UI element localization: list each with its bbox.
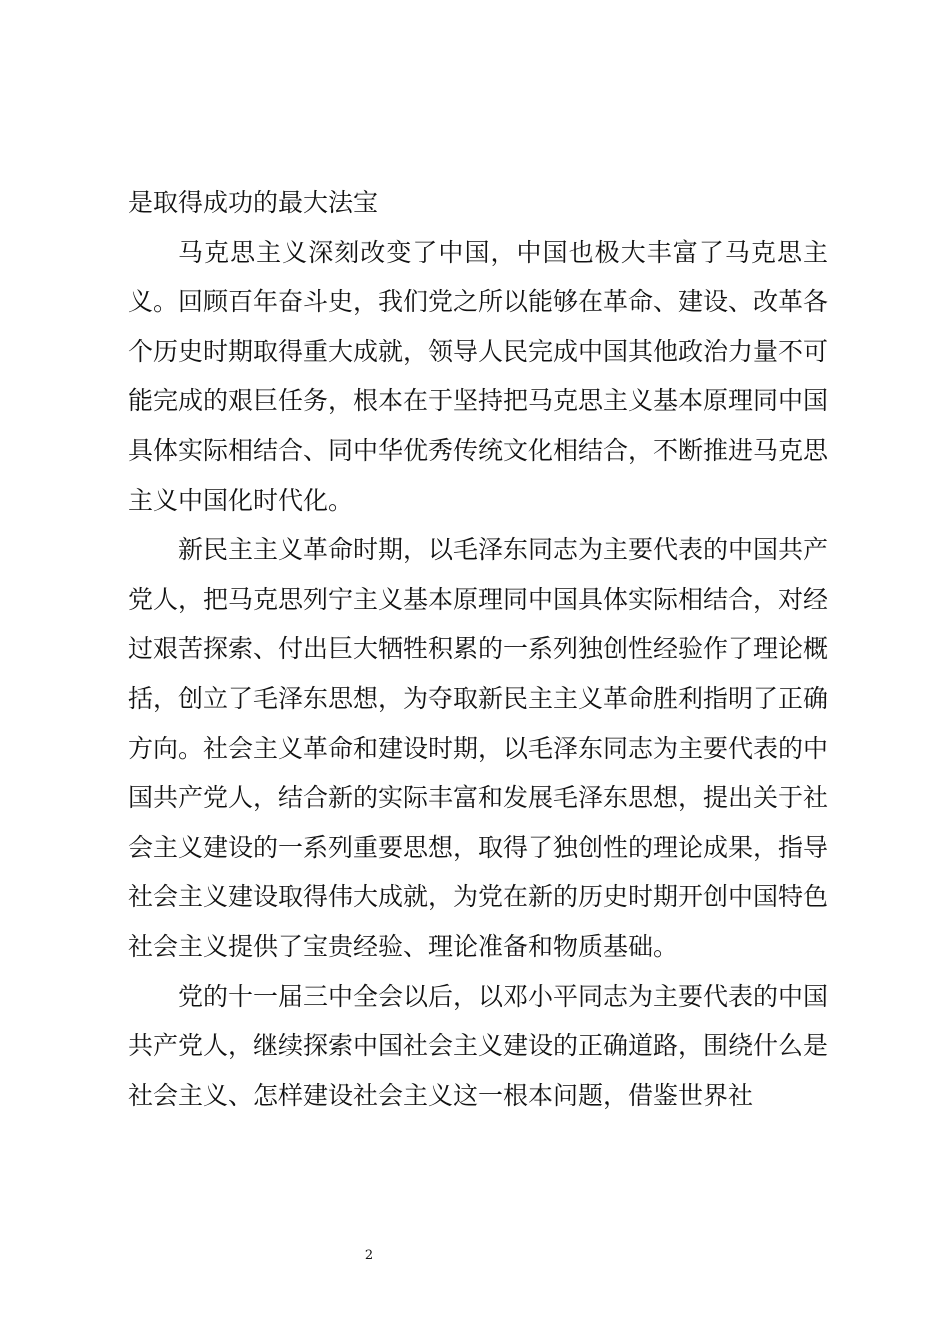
paragraph: 党的十一届三中全会以后，以邓小平同志为主要代表的中国共产党人，继续探索中国社会主义建设的正确道路，围绕什么是社会主义、怎样建设社会主义这一根本问题，借鉴世界社 (128, 981, 829, 1110)
paragraph: 新民主主义革命时期，以毛泽东同志为主要代表的中国共产党人，把马克思列宁主义基本原理同中国具体实际相结合，对经过艰苦探索、付出巨大牺牲积累的一系列独创性经验作了理论概括，创立了毛泽东思想，为夺取新民主主义革命胜利指明了正确方向。社会主义革命和建设时期，以毛泽东同志为主要代表的中国共产党人，结合新的实际丰富和发展毛泽东思想，提出关于社会主义建设的一系列重要思想，取得了独创性的理论成果，指导社会主义建设取得伟大成就，为党在新的历史时期开创中国特色社会主义提供了宝贵经验、理论准备和物质基础。 (128, 535, 829, 961)
document-body (128, 178, 828, 1120)
paragraph: 马克思主义深刻改变了中国，中国也极大丰富了马克思主义。回顾百年奋斗史，我们党之所以能够在革命、建设、改革各个历史时期取得重大成就，领导人民完成中国其他政治力量不可能完成的艰巨任务，根本在于坚持把马克思主义基本原理同中国具体实际相结合、同中华优秀传统文化相结合，不断推进马克思主义中国化时代化。 (128, 237, 829, 515)
page-number: 2 (364, 1248, 374, 1263)
paragraph-continuation: 是取得成功的最大法宝 (128, 188, 379, 217)
